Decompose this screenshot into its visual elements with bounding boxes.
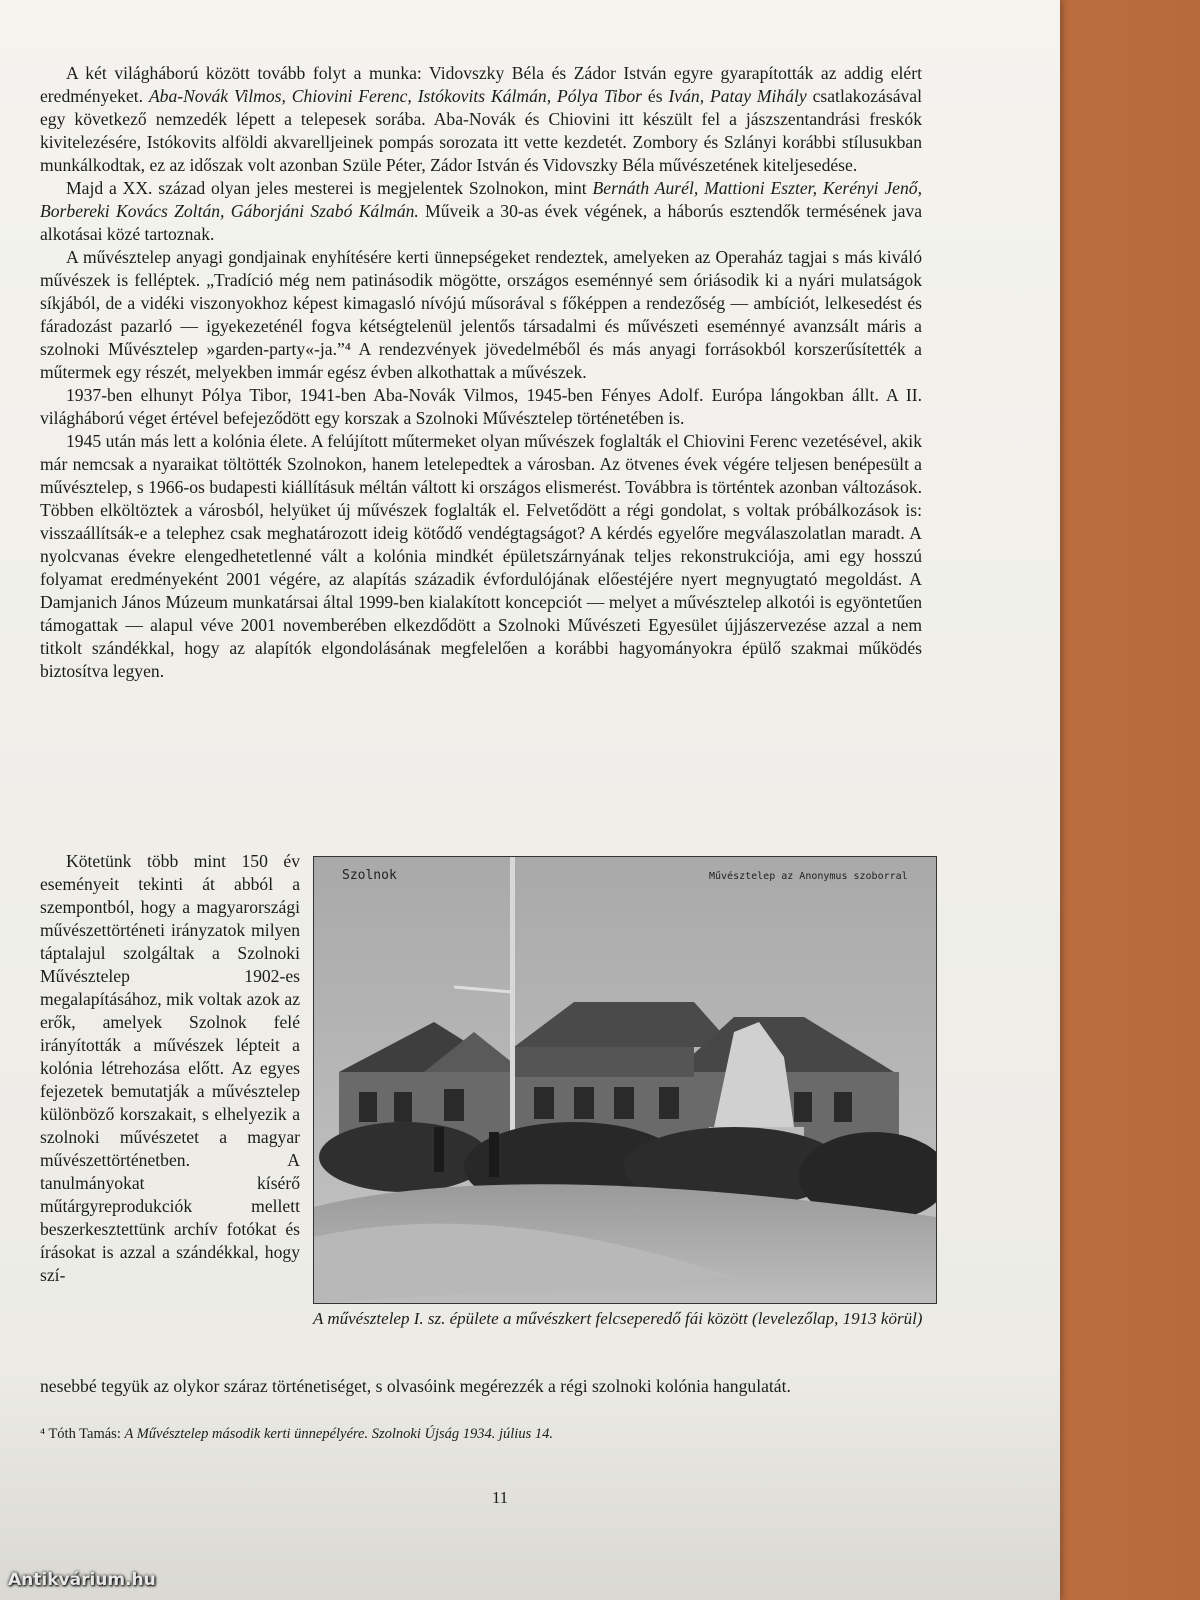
footnote-author: Tóth Tamás: xyxy=(48,1426,121,1442)
paragraph xyxy=(40,430,922,683)
footnote xyxy=(40,1425,922,1443)
text-run: A két világháború között tovább folyt a munka: Vidovszky Béla és Zádor István egyre gyarapították az addig elért eredményeket. xyxy=(40,63,922,106)
text-run: 1945 után más lett a kolónia élete. A felújított műtermeket olyan művészek foglalták el Chiovini Ferenc vezetésével, akik már nemcsak a nyaraikat töltötték Szolnokon, hanem letelepedtek a városban. Az ötvenes évek végére teljesen benépesült a művésztelep, s 1966-os budapesti kiállításuk méltán váltott ki országos elismerést. Továbbra is történtek azonban változások. Többen elköltöztek a városból, helyüket új művészek foglalták el. Felvetődött a régi gondolat, s voltak próbálkozások is: visszaállítsák-e a telephez csak meghatározott ideig kötődő vendégtagságot? A kérdés egyelőre megválaszolatlan maradt. A nyolcvanas évekre elengedhetetlenné vált a kolónia mindkét épületszárnyának teljes rekonstrukciója, ami egy hosszú folyamat eredményeként 2001 végére, az alapítás századik évfordulójának előestéjére nyert megnyugtató megoldást. A Damjanich János Múzeum munkatársai által 1999-ben kialakított koncepciót — melyet a művésztelep alkotói is egyöntetűen támogattak — alapul véve 2001 novemberében elkezdődött a Szolnoki Művészeti Egyesület újjászervezése azzal a nem titkolt szándékkal, hogy az alapítók elgondolásának megfelelően a korábbi hagyományokra épülő szakmai működés biztosítva legyen. xyxy=(40,431,922,681)
text-run: 1937-ben elhunyt Pólya Tibor, 1941-ben Aba-Novák Vilmos, 1945-ben Fényes Adolf. Európa lángokban állt. A II. világháború véget értével befejeződött egy korszak a Szolnoki Művésztelep történetében is. xyxy=(40,385,922,428)
paragraph xyxy=(40,62,922,177)
paragraph xyxy=(40,384,922,430)
watermark-logo: Antikvárium.hu xyxy=(8,1570,156,1590)
text-run: A művésztelep anyagi gondjainak enyhítésére kerti ünnepségeket rendeztek, amelyeken az Operaház tagjai s más kiváló művészek is felléptek. „Tradíció még nem patinásodik mögötte, országos eseménnyé sem óriásodik ki a nyári mulatságok síkjából, de a vidéki viszonyokhoz képest kimagasló nívójú műsorával s főképpen a rendezőség — ambíciót, lelkesedést és fáradozást pazarló — igyekezeténél fogva kétségtelenül jelentős társadalmi és művészeti eseménnyé avanzsált máris a szolnoki Művésztelep »garden-party«-ja.”⁴ A rendezvények jövedelméből és más anyagi forrásokból korszerűsítették a műtermek egy részét, melyekben immár egész évben alkothattak a művészek. xyxy=(40,247,922,382)
paragraph xyxy=(40,246,922,384)
italic-run: Bernáth Aurél, Mattioni Eszter, Kerényi Jenő, Borbereki Kovács Zoltán, Gáborjáni Szabó Kálmán. xyxy=(40,178,922,221)
photo-caption: A művésztelep I. sz. épülete a művészkert felcseperedő fái között (levelezőlap, 1913 körül) xyxy=(313,1309,923,1328)
footnote-title: A Művésztelep második kerti ünnepélyére. Szolnoki Újság 1934. július 14. xyxy=(124,1426,553,1442)
paragraph xyxy=(40,177,922,246)
postcard-photo xyxy=(313,856,937,1304)
photo-label-left: Szolnok xyxy=(342,868,397,883)
italic-run: Iván, Patay Mihály xyxy=(668,86,807,106)
photo-label-right: Művésztelep az Anonymus szoborral xyxy=(709,871,908,882)
wrap-text-column xyxy=(40,850,300,1287)
main-text-block xyxy=(40,62,922,683)
text-run: csatlakozásával egy következő nemzedék lépett a telepesek sorába. Aba-Novák és Chiovini itt készült fel a jászszentandrási freskók kivitelezésére, Istókovits alföldi akvarelljeinek pompás sorozata itt vette kezdetét. Zombory és Szlányi korábbi stílusukban munkálkodtak, ez az időszak volt azonban Szüle Péter, Zádor István és Vidovszky Béla művészetének kiteljesedése. xyxy=(40,86,922,175)
footnote-marker: ⁴ xyxy=(40,1426,46,1442)
wrap-continuation-line: nesebbé tegyük az olykor száraz történetiséget, s olvasóink megérezzék a régi szolnoki kolónia hangulatát. xyxy=(40,1376,791,1396)
text-run: Majd a XX. század olyan jeles mesterei is megjelentek Szolnokon, mint xyxy=(66,178,593,198)
wrap-paragraph: Kötetünk több mint 150 év eseményeit tekinti át abból a szempontból, hogy a magyarországi művészettörténeti irányzatok milyen táptalajul szolgáltak a Szolnoki Művésztelep 1902-es megalapításához, mik voltak azok az erők, amelyek Szolnok felé irányították a művészek lépteit a kolónia létrehozása előtt. Az egyes fejezetek bemutatják a művésztelep különböző korszakait, s elhelyezik a szolnoki művészetet a magyar művészettörténetben. A tanulmányokat kísérő műtárgyreprodukciók mellett beszerkesztettünk archív fotókat és írásokat is azzal a szándékkal, hogy szí- xyxy=(40,851,300,1285)
italic-run: Aba-Novák Vilmos, Chiovini Ferenc, Istókovits Kálmán, Pólya Tibor xyxy=(148,86,643,106)
postcard-illustration xyxy=(314,857,936,1303)
text-run: Műveik a 30-as évek végének, a háborús esztendők termésének java alkotásai közé tartoznak. xyxy=(40,201,922,244)
text-run: és xyxy=(642,86,669,106)
page-number: 11 xyxy=(491,1488,509,1507)
